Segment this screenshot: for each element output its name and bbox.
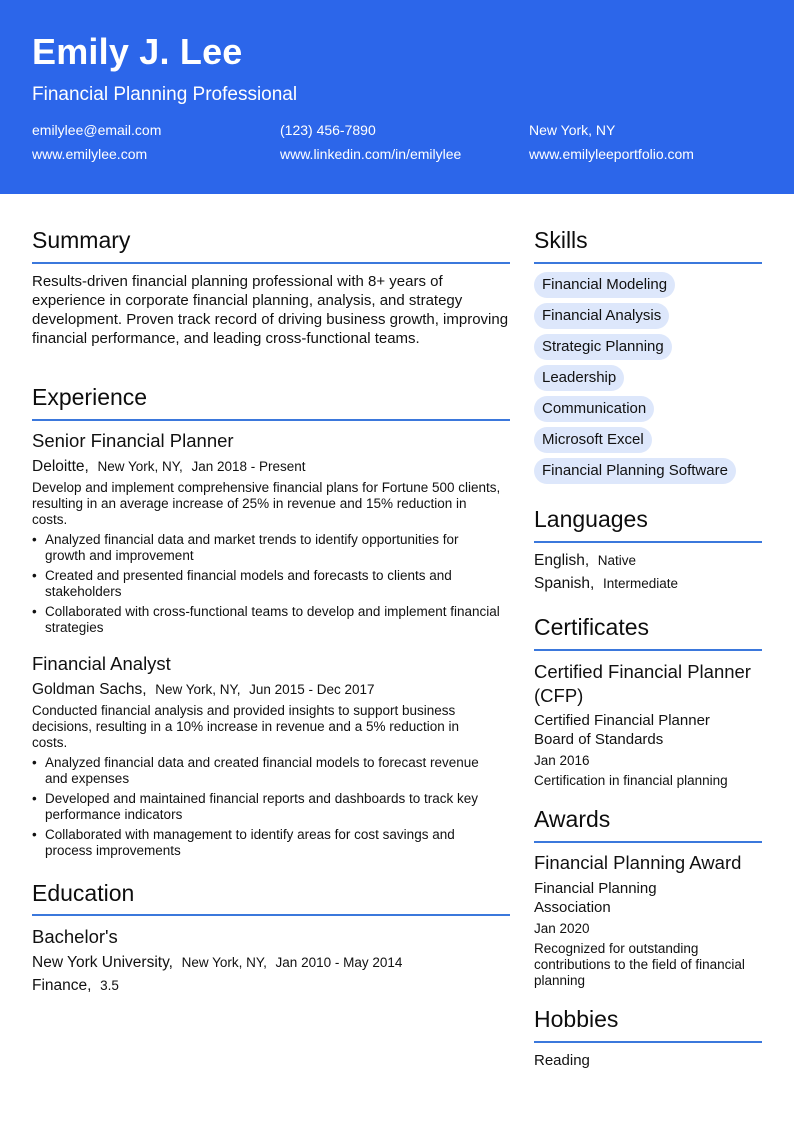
certificates-divider xyxy=(534,649,762,651)
phone-number: (123) 456-7890 xyxy=(280,122,376,138)
experience-heading: Experience xyxy=(32,384,148,410)
job-dates: Jan 2018 - Present xyxy=(191,459,306,474)
language-level: Intermediate xyxy=(602,576,678,591)
job-bullet: • Analyzed financial data and market trends to identify opportunities for growth and improvement xyxy=(32,532,502,564)
hobby-item: Reading xyxy=(534,1052,590,1069)
hobbies-heading: Hobbies xyxy=(534,1006,619,1032)
gpa-value: 3.5 xyxy=(100,978,119,993)
field-of-study: Finance, xyxy=(32,977,92,994)
job-bullet: • Collaborated with management to identify areas for cost savings and process improvements xyxy=(32,827,504,859)
degree-title: Bachelor's xyxy=(32,926,118,947)
job-meta xyxy=(32,458,306,476)
skill-tag: Financial Analysis xyxy=(534,303,669,329)
job-bullets xyxy=(32,755,504,863)
job-location: New York, NY, xyxy=(155,682,241,697)
education-dates: Jan 2010 - May 2014 xyxy=(275,955,403,970)
education-divider xyxy=(32,914,510,916)
language-name: English, xyxy=(534,552,590,569)
skills-divider xyxy=(534,262,762,264)
certificate-name: Certified Financial Planner (CFP) xyxy=(534,661,751,706)
skill-tag: Strategic Planning xyxy=(534,334,672,360)
certificate-description: Certification in financial planning xyxy=(534,773,728,788)
education-meta xyxy=(32,954,402,972)
job-bullets xyxy=(32,532,502,640)
language-name: Spanish, xyxy=(534,575,595,592)
skill-tag: Microsoft Excel xyxy=(534,427,652,453)
languages-divider xyxy=(534,541,762,543)
award-date: Jan 2020 xyxy=(534,921,590,936)
job-location: New York, NY, xyxy=(97,459,183,474)
skill-tag: Leadership xyxy=(534,365,624,391)
award-issuer: Financial Planning Association xyxy=(534,880,657,916)
job-company: Goldman Sachs, xyxy=(32,681,147,698)
email-link[interactable]: emilylee@email.com xyxy=(32,122,162,138)
summary-heading: Summary xyxy=(32,227,131,253)
job-description: Conducted financial analysis and provided insights to support business decisions, resulting in a 10% increase in revenue and a 5% reduction in costs. xyxy=(32,703,460,750)
job-bullet: • Analyzed financial data and created financial models to forecast revenue and expenses xyxy=(32,755,504,787)
resume-header xyxy=(0,0,794,194)
summary-divider xyxy=(32,262,510,264)
hobbies-divider xyxy=(534,1041,762,1043)
website-link[interactable]: www.emilylee.com xyxy=(32,146,148,162)
skill-tag: Communication xyxy=(534,396,654,422)
school-location: New York, NY, xyxy=(181,955,267,970)
school-name: New York University, xyxy=(32,954,173,971)
skill-tag: Financial Planning Software xyxy=(534,458,736,484)
awards-heading: Awards xyxy=(534,806,611,832)
education-field-row xyxy=(32,977,119,995)
linkedin-link[interactable]: www.linkedin.com/in/emilylee xyxy=(280,146,462,162)
candidate-name: Emily J. Lee xyxy=(32,31,243,72)
certificate-issuer: Certified Financial Planner Board of Standards xyxy=(534,712,710,748)
job-title: Senior Financial Planner xyxy=(32,430,234,451)
skill-tag: Financial Modeling xyxy=(534,272,675,298)
language-row xyxy=(534,552,636,570)
experience-divider xyxy=(32,419,510,421)
job-description: Develop and implement comprehensive financial plans for Fortune 500 clients, resulting in an average increase of 25% in revenue and 15% reduction in costs. xyxy=(32,480,501,527)
job-bullet: • Created and presented financial models and forecasts to clients and stakeholders xyxy=(32,568,502,600)
job-bullet: • Developed and maintained financial reports and dashboards to track key performance indicators xyxy=(32,791,504,823)
skills-heading: Skills xyxy=(534,227,588,253)
portfolio-link[interactable]: www.emilyleeportfolio.com xyxy=(529,146,694,162)
candidate-title: Financial Planning Professional xyxy=(32,84,298,105)
job-bullet: • Collaborated with cross-functional teams to develop and implement financial strategies xyxy=(32,604,502,636)
job-company: Deloitte, xyxy=(32,458,89,475)
certificates-heading: Certificates xyxy=(534,614,650,640)
languages-heading: Languages xyxy=(534,506,648,532)
location-text: New York, NY xyxy=(529,122,616,138)
education-heading: Education xyxy=(32,880,135,906)
job-title: Financial Analyst xyxy=(32,653,171,674)
summary-text: Results-driven financial planning professional with 8+ years of experience in corporate financial planning, analysis, and strategy development. Proven track record of driving business growth, improving financial performance, and leading cross-functional teams. xyxy=(32,273,509,347)
award-description: Recognized for outstanding contributions to the field of financial planning xyxy=(534,941,745,988)
certificate-date: Jan 2016 xyxy=(534,753,590,768)
job-meta xyxy=(32,681,375,699)
award-name: Financial Planning Award xyxy=(534,852,742,873)
job-dates: Jun 2015 - Dec 2017 xyxy=(249,682,375,697)
language-row xyxy=(534,575,678,593)
language-level: Native xyxy=(597,553,637,568)
awards-divider xyxy=(534,841,762,843)
